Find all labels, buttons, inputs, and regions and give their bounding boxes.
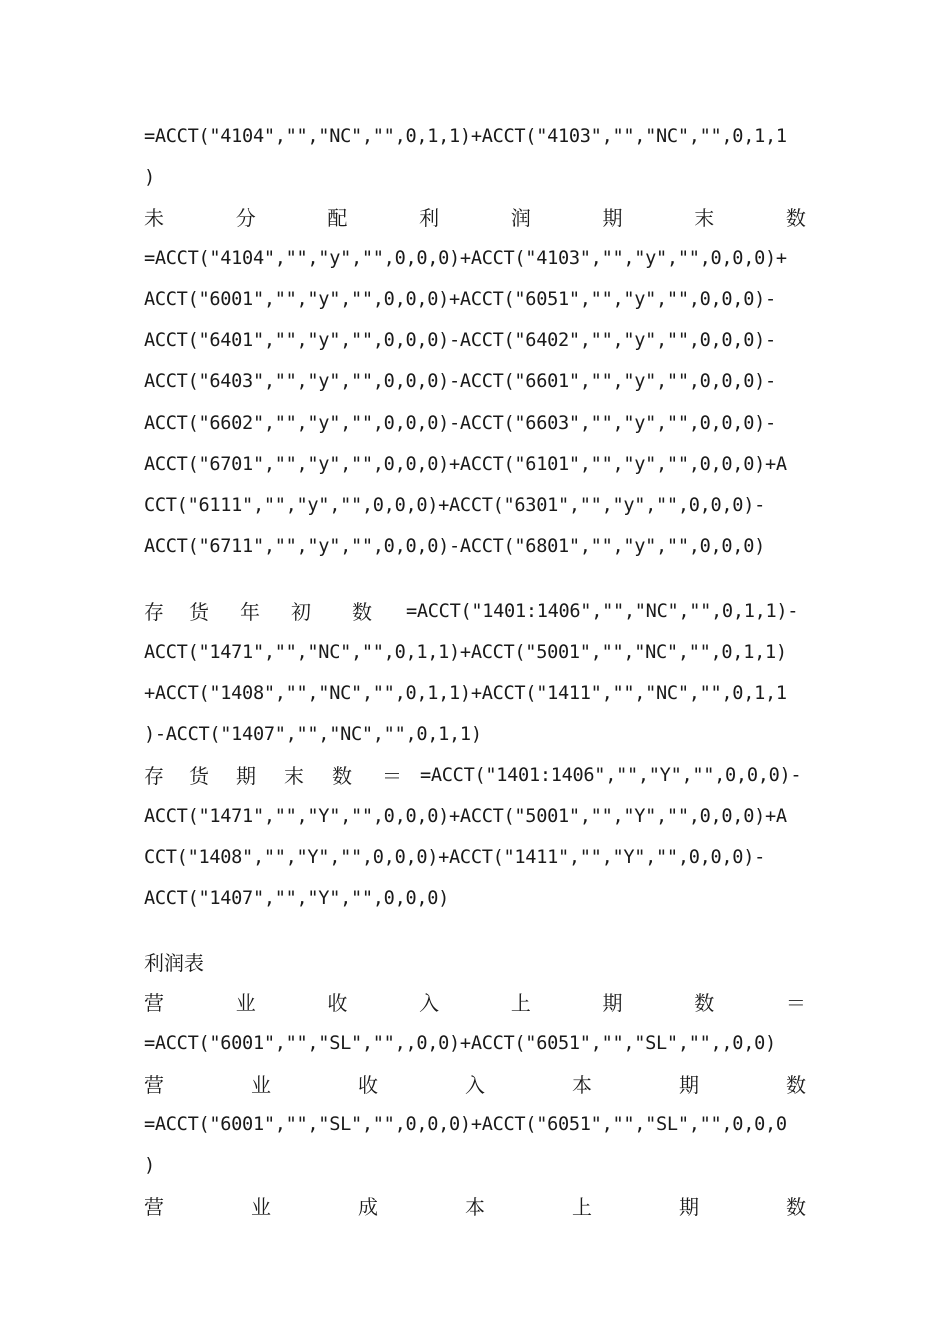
section-title-income-statement: 利润表 xyxy=(144,951,204,975)
label-undistributed-profit-end: 未 分 配 利 润 期 末 数 xyxy=(144,206,806,230)
label-revenue-prior-period: 营 业 收 入 上 期 数 ＝ xyxy=(144,991,806,1015)
formula-line: ) xyxy=(144,167,155,188)
formula-line: ACCT("6711","","y","",0,0,0)-ACCT("6801","","y","",0,0,0) xyxy=(144,536,765,557)
formula-line: =ACCT("4104","","NC","",0,1,1)+ACCT("4103","","NC","",0,1,1 xyxy=(144,126,787,147)
formula-line: +ACCT("1408","","NC","",0,1,1)+ACCT("1411","","NC","",0,1,1 xyxy=(144,683,787,704)
formula-line: ACCT("1407","","Y","",0,0,0) xyxy=(144,888,450,909)
formula-line: ACCT("1471","","NC","",0,1,1)+ACCT("5001","","NC","",0,1,1) xyxy=(144,642,787,663)
label-inventory-begin: 存 货 年 初 数 =ACCT("1401:1406","","NC","",0,1,1)- xyxy=(144,600,799,624)
formula-line: ACCT("1471","","Y","",0,0,0)+ACCT("5001","","Y","",0,0,0)+A xyxy=(144,806,787,827)
formula-line: ACCT("6701","","y","",0,0,0)+ACCT("6101","","y","",0,0,0)+A xyxy=(144,454,787,475)
formula-line: =ACCT("4104","","y","",0,0,0)+ACCT("4103","","y","",0,0,0)+ xyxy=(144,248,787,269)
formula-line: ACCT("6403","","y","",0,0,0)-ACCT("6601","","y","",0,0,0)- xyxy=(144,371,776,392)
label-inventory-end: 存 货 期 末 数 ＝ =ACCT("1401:1406","","Y","",0,0,0)- xyxy=(144,764,802,788)
formula-line: =ACCT("6001","","SL","",,0,0)+ACCT("6051","","SL","",,0,0) xyxy=(144,1033,776,1054)
formula-line: CCT("6111","","y","",0,0,0)+ACCT("6301","","y","",0,0,0)- xyxy=(144,495,765,516)
formula-line: ACCT("6401","","y","",0,0,0)-ACCT("6402","","y","",0,0,0)- xyxy=(144,330,776,351)
formula-line: =ACCT("6001","","SL","",0,0,0)+ACCT("6051","","SL","",0,0,0 xyxy=(144,1114,787,1135)
formula-line: ACCT("6602","","y","",0,0,0)-ACCT("6603","","y","",0,0,0)- xyxy=(144,413,776,434)
formula-line: CCT("1408","","Y","",0,0,0)+ACCT("1411","","Y","",0,0,0)- xyxy=(144,847,765,868)
label-revenue-current-period: 营 业 收 入 本 期 数 xyxy=(144,1073,806,1097)
formula-line: ) xyxy=(144,1155,155,1176)
formula-line: ACCT("6001","","y","",0,0,0)+ACCT("6051","","y","",0,0,0)- xyxy=(144,289,776,310)
formula-line: )-ACCT("1407","","NC","",0,1,1) xyxy=(144,724,482,745)
label-cost-prior-period: 营 业 成 本 上 期 数 xyxy=(144,1195,806,1219)
